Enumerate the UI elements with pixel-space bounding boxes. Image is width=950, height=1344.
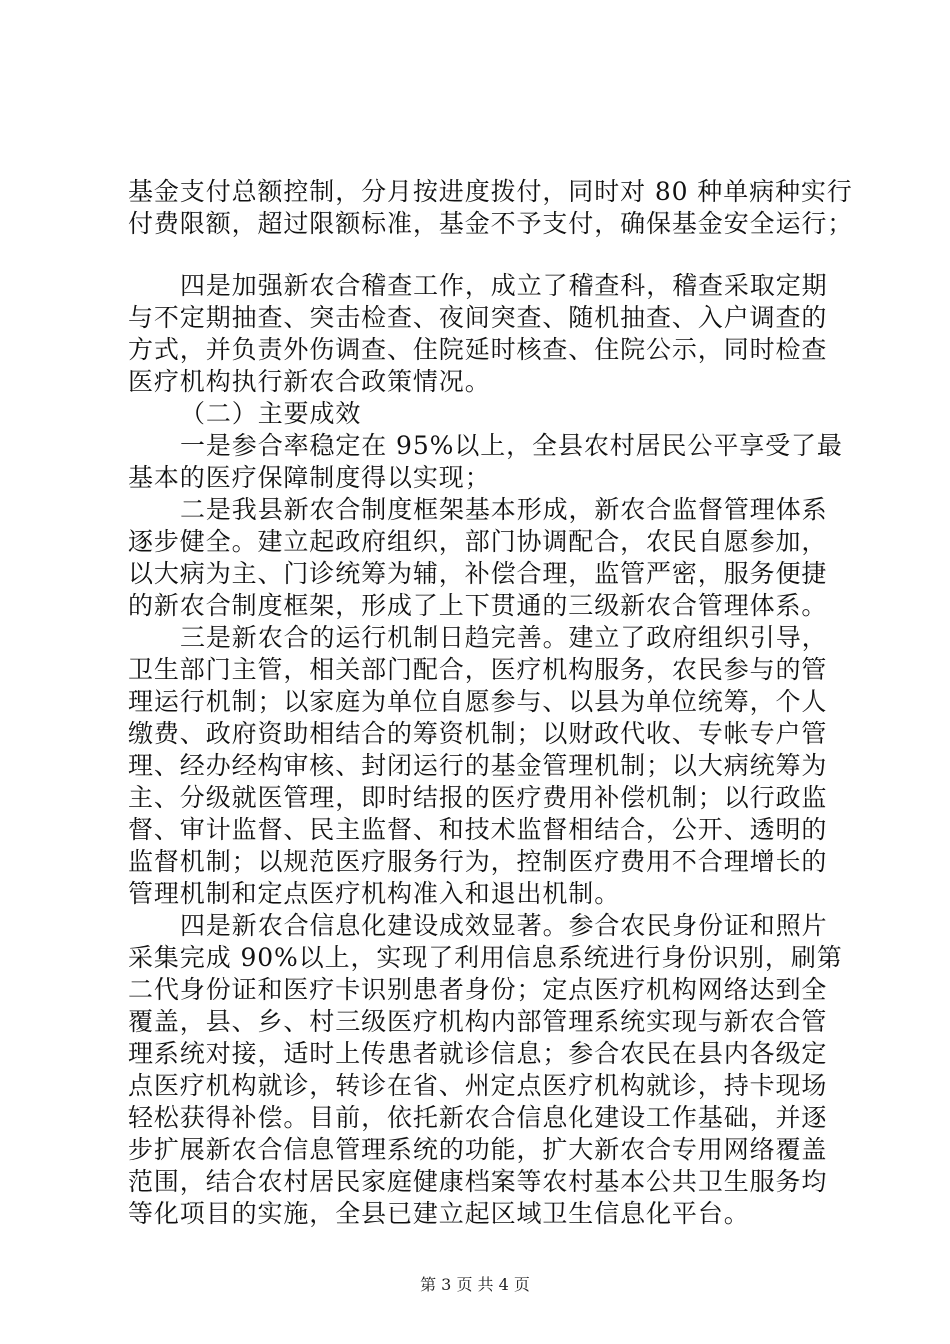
paragraph-start-line: 一是参合率稳定在 95%以上，全县农村居民公平享受了最 <box>180 431 843 460</box>
text-line: 范围，结合农村居民家庭健康档案等农村基本公共卫生服务均 <box>128 1167 828 1196</box>
text-line: 基本的医疗保障制度得以实现； <box>128 463 491 492</box>
paragraph-fund-control <box>128 176 854 240</box>
text-line: 基金支付总额控制，分月按进度拨付，同时对 80 种单病种实行 <box>128 177 853 206</box>
paragraph-start-line: 四是加强新农合稽查工作，成立了稽查科，稽查采取定期 <box>180 271 828 300</box>
text-line: 采集完成 90%以上，实现了利用信息系统进行身份识别，刷第 <box>128 943 843 972</box>
text-line: 与不定期抽查、突击检查、夜间突查、随机抽查、入户调查的 <box>128 303 828 332</box>
text-line: 管理机制和定点医疗机构准入和退出机制。 <box>128 879 621 908</box>
page-number-footer: 第 3 页 共 4 页 <box>420 1275 530 1294</box>
text-line: 二代身份证和医疗卡识别患者身份；定点医疗机构网络达到全 <box>128 975 828 1004</box>
text-line: 等化项目的实施，全县已建立起区域卫生信息化平台。 <box>128 1199 750 1228</box>
text-line: 理系统对接，适时上传患者就诊信息；参合农民在县内各级定 <box>128 1039 828 1068</box>
paragraph-start-line: 四是新农合信息化建设成效显著。参合农民身份证和照片 <box>180 911 828 940</box>
text-line: 轻松获得补偿。目前，依托新农合信息化建设工作基础，并逐 <box>128 1103 828 1132</box>
text-line: 缴费、政府资助相结合的筹资机制；以财政代收、专帐专户管 <box>128 719 828 748</box>
text-line: 卫生部门主管，相关部门配合，医疗机构服务，农民参与的管 <box>128 655 828 684</box>
text-line: 医疗机构执行新农合政策情况。 <box>128 367 491 396</box>
text-line: 的新农合制度框架，形成了上下贯通的三级新农合管理体系。 <box>128 591 828 620</box>
section-heading: （二）主要成效 <box>180 399 362 428</box>
body-text <box>128 270 843 1230</box>
text-line: 点医疗机构就诊，转诊在省、州定点医疗机构就诊，持卡现场 <box>128 1071 828 1100</box>
text-line: 理、经办经构审核、封闭运行的基金管理机制；以大病统筹为 <box>128 751 828 780</box>
text-line: 主、分级就医管理，即时结报的医疗费用补偿机制；以行政监 <box>128 783 828 812</box>
paragraph-start-line: 三是新农合的运行机制日趋完善。建立了政府组织引导， <box>180 623 828 652</box>
text-line: 付费限额，超过限额标准，基金不予支付，确保基金安全运行； <box>128 209 854 238</box>
text-line: 督、审计监督、民主监督、和技术监督相结合，公开、透明的 <box>128 815 828 844</box>
text-line: 覆盖，县、乡、村三级医疗机构内部管理系统实现与新农合管 <box>128 1007 828 1036</box>
text-line: 理运行机制；以家庭为单位自愿参与、以县为单位统筹，个人 <box>128 687 828 716</box>
text-line: 以大病为主、门诊统筹为辅，补偿合理，监管严密，服务便捷 <box>128 559 828 588</box>
text-line: 方式，并负责外伤调查、住院延时核查、住院公示，同时检查 <box>128 335 828 364</box>
text-line: 逐步健全。建立起政府组织，部门协调配合，农民自愿参加， <box>128 527 828 556</box>
text-line: 监督机制；以规范医疗服务行为，控制医疗费用不合理增长的 <box>128 847 828 876</box>
text-line: 步扩展新农合信息管理系统的功能，扩大新农合专用网络覆盖 <box>128 1135 828 1164</box>
paragraph-start-line: 二是我县新农合制度框架基本形成，新农合监督管理体系 <box>180 495 828 524</box>
